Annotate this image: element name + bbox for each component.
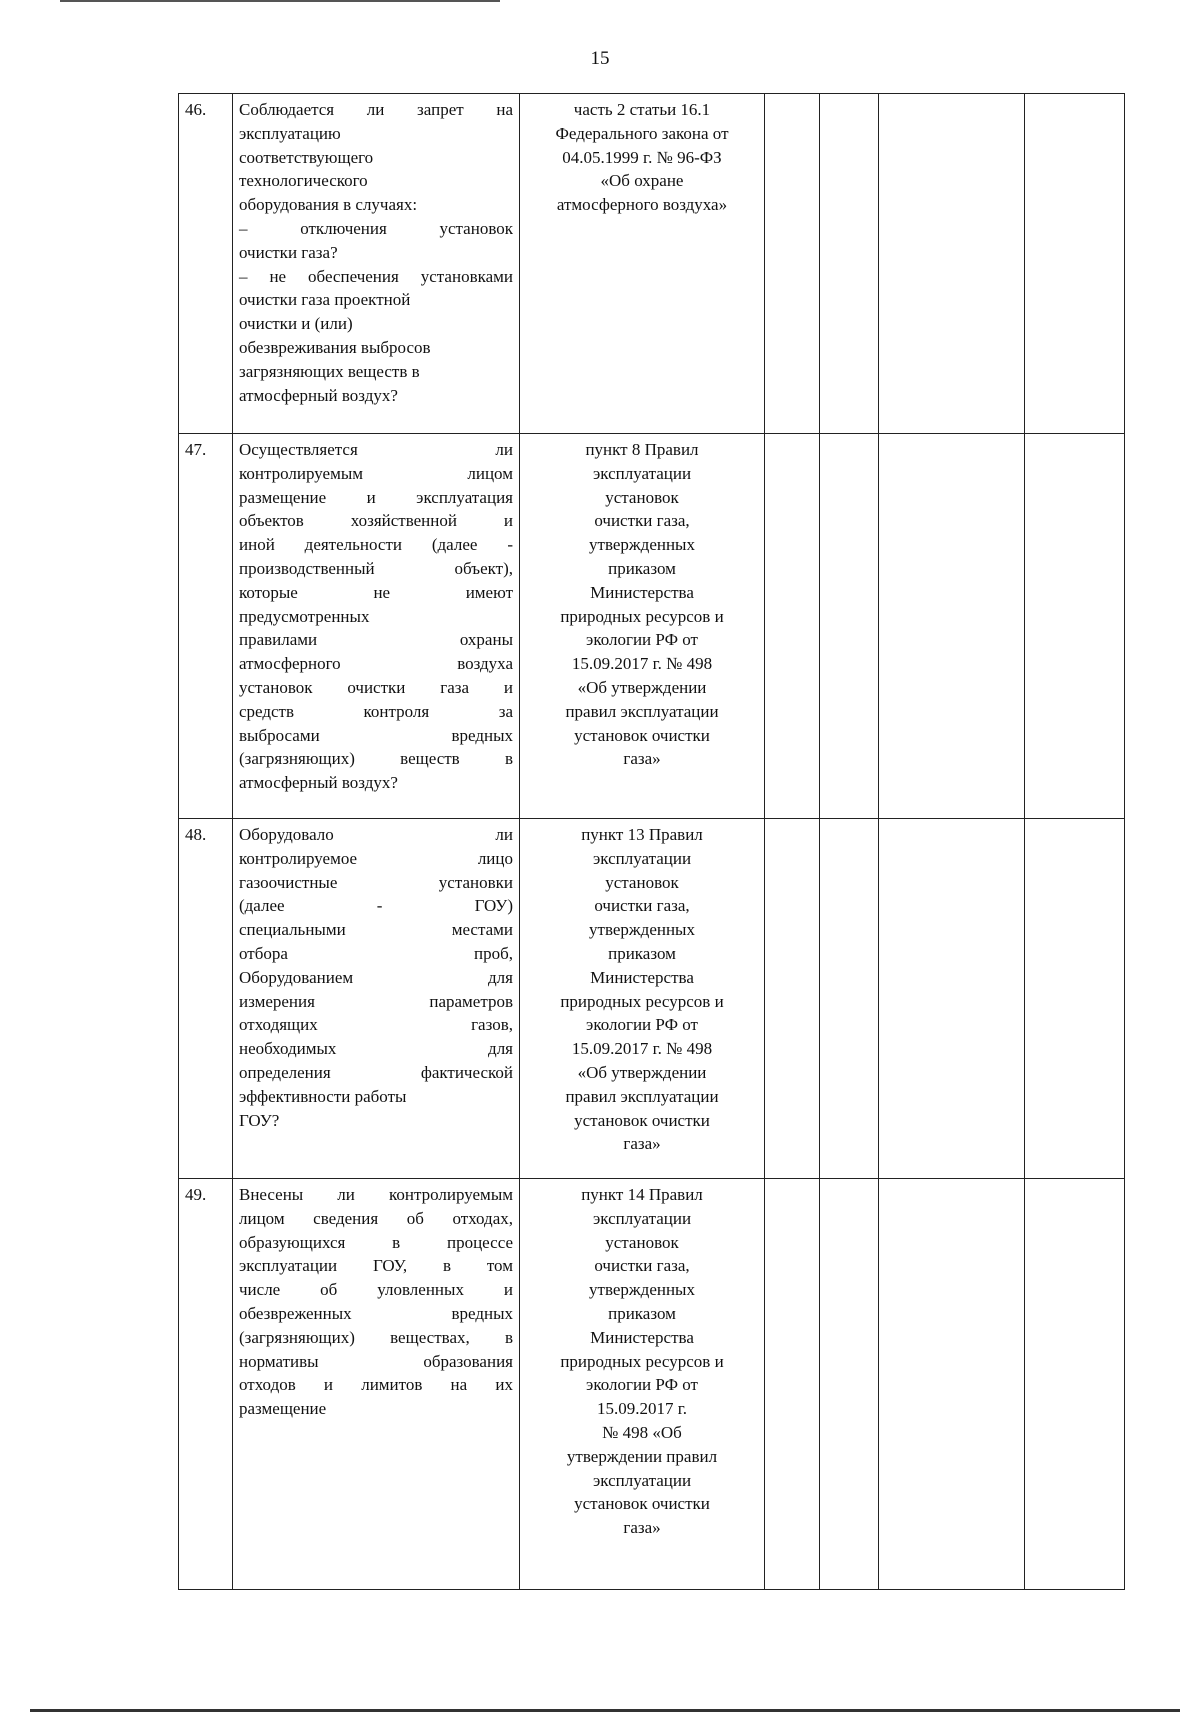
reference-line: очистки газа,: [594, 511, 690, 531]
empty-cell: [1025, 94, 1125, 434]
reference-line: атмосферного воздуха»: [556, 195, 728, 215]
question-line: (загрязняющих) веществ в: [239, 749, 513, 769]
table-row: [179, 1179, 1125, 1590]
reference-line: установок очистки: [574, 725, 710, 745]
empty-cell: [820, 1179, 879, 1590]
question-line: эксплуатации ГОУ, в том: [239, 1256, 513, 1276]
question-line: иной деятельности (далее -: [239, 535, 513, 555]
empty-cell: [879, 819, 1025, 1179]
question-line: Внесены ли контролируемым: [239, 1185, 513, 1204]
question-line: Осуществляется ли: [239, 440, 513, 459]
reference-line: 15.09.2017 г. № 498: [571, 1039, 713, 1059]
reference-line: «Об утверждении: [577, 677, 707, 697]
empty-cell: [1025, 819, 1125, 1179]
reference-line: установок: [605, 1232, 679, 1252]
question-line: необходимых для: [239, 1039, 513, 1059]
reference-line: экологии РФ от: [586, 1015, 698, 1035]
reference-line: пункт 14 Правил: [581, 1185, 703, 1204]
question-cell: [233, 434, 520, 819]
question-line: средств контроля за: [239, 701, 513, 721]
reference-line: правил эксплуатации: [565, 701, 719, 721]
reference-line: приказом: [608, 558, 676, 578]
reference-cell: [520, 434, 765, 819]
empty-cell: [820, 819, 879, 1179]
reference-line: эксплуатации: [592, 1470, 692, 1490]
row-number: 46.: [179, 94, 233, 434]
reference-line: природных ресурсов и: [560, 606, 724, 626]
question-line: Оборудовало ли: [239, 825, 513, 844]
empty-cell: [879, 1179, 1025, 1590]
question-line: контролируемое лицо: [239, 848, 513, 868]
reference-line: «Об утверждении: [577, 1062, 707, 1082]
empty-cell: [765, 819, 820, 1179]
question-line: производственный объект),: [239, 558, 513, 578]
question-line: очистки и (или): [239, 314, 353, 334]
question-cell: [233, 1179, 520, 1590]
reference-line: эксплуатации: [592, 1208, 692, 1228]
reference-line: 04.05.1999 г. № 96-ФЗ: [562, 147, 722, 167]
question-line: измерения параметров: [239, 991, 513, 1011]
reference-cell: [520, 94, 765, 434]
reference-cell: [520, 1179, 765, 1590]
reference-line: очистки газа,: [594, 1256, 690, 1276]
reference-line: пункт 8 Правил: [585, 440, 699, 459]
empty-cell: [820, 434, 879, 819]
question-line: – отключения установок: [239, 218, 513, 238]
reference-line: 15.09.2017 г.: [596, 1399, 688, 1419]
reference-line: эксплуатации: [592, 848, 692, 868]
reference-line: установок очистки: [574, 1494, 710, 1514]
scan-edge-line: [30, 1709, 1180, 1712]
question-line: атмосферный воздух?: [239, 773, 398, 793]
question-line: контролируемым лицом: [239, 463, 513, 483]
reference-line: пункт 13 Правил: [581, 825, 703, 844]
row-number: 49.: [179, 1179, 233, 1590]
checklist-table: [178, 93, 1125, 1590]
reference-line: установок очистки: [574, 1110, 710, 1130]
question-line: (далее - ГОУ): [239, 896, 513, 916]
question-line: атмосферный воздух?: [239, 385, 398, 405]
question-line: отбора проб,: [239, 943, 513, 963]
table-row: [179, 819, 1125, 1179]
reference-line: природных ресурсов и: [560, 991, 724, 1011]
question-line: которые не имеют: [239, 582, 513, 602]
reference-line: установок: [605, 487, 679, 507]
question-cell: [233, 94, 520, 434]
question-line: очистки газа?: [239, 242, 338, 262]
empty-cell: [765, 434, 820, 819]
question-line: технологического: [239, 171, 368, 191]
empty-cell: [1025, 1179, 1125, 1590]
question-line: (загрязняющих) веществах, в: [239, 1327, 513, 1347]
question-line: нормативы образования: [239, 1351, 513, 1371]
reference-line: установок: [605, 872, 679, 892]
reference-line: природных ресурсов и: [560, 1351, 724, 1371]
question-line: Соблюдается ли запрет на: [239, 100, 513, 119]
reference-line: № 498 «Об: [602, 1422, 682, 1442]
reference-line: правил эксплуатации: [565, 1086, 719, 1106]
reference-line: Федерального закона от: [555, 123, 729, 143]
row-number: 48.: [179, 819, 233, 1179]
reference-line: экологии РФ от: [586, 630, 698, 650]
question-line: атмосферного воздуха: [239, 654, 513, 674]
question-line: загрязняющих веществ в: [239, 361, 420, 381]
reference-line: приказом: [608, 1303, 676, 1323]
reference-line: часть 2 статьи 16.1: [573, 100, 711, 119]
reference-cell: [520, 819, 765, 1179]
question-line: очистки газа проектной: [239, 290, 411, 310]
page-number: 15: [590, 48, 610, 69]
empty-cell: [879, 94, 1025, 434]
question-line: эффективности работы: [239, 1086, 407, 1106]
question-line: определения фактической: [239, 1062, 513, 1082]
reference-line: 15.09.2017 г. № 498: [571, 654, 713, 674]
question-line: оборудования в случаях:: [239, 195, 418, 215]
reference-line: эксплуатации: [592, 463, 692, 483]
question-line: размещение и эксплуатация: [239, 487, 513, 507]
reference-line: Министерства: [590, 1327, 694, 1347]
question-line: размещение: [239, 1399, 327, 1419]
empty-cell: [1025, 434, 1125, 819]
question-line: обезвреживания выбросов: [239, 337, 431, 357]
reference-line: утвержденных: [589, 1280, 695, 1300]
question-line: образующихся в процессе: [239, 1232, 513, 1252]
empty-cell: [765, 94, 820, 434]
empty-cell: [879, 434, 1025, 819]
reference-line: газа»: [623, 1518, 661, 1538]
table-row: [179, 94, 1125, 434]
reference-line: приказом: [608, 943, 676, 963]
empty-cell: [820, 94, 879, 434]
question-line: эксплуатацию: [239, 123, 341, 143]
question-line: обезвреженных вредных: [239, 1303, 513, 1323]
reference-line: газа»: [623, 1134, 661, 1154]
question-line: газоочистные установки: [239, 872, 513, 892]
question-line: объектов хозяйственной и: [239, 511, 513, 531]
reference-line: очистки газа,: [594, 896, 690, 916]
question-line: специальными местами: [239, 920, 513, 940]
question-line: соответствующего: [239, 147, 374, 167]
reference-line: «Об охране: [600, 171, 684, 191]
reference-line: Министерства: [590, 582, 694, 602]
question-cell: [233, 819, 520, 1179]
question-line: отходов и лимитов на их: [239, 1375, 513, 1395]
question-line: Оборудованием для: [239, 967, 513, 987]
question-line: отходящих газов,: [239, 1015, 513, 1035]
question-line: лицом сведения об отходах,: [239, 1208, 513, 1228]
question-line: числе об уловленных и: [239, 1280, 513, 1300]
question-line: – не обеспечения установками: [239, 266, 513, 286]
question-line: ГОУ?: [239, 1110, 280, 1130]
reference-line: экологии РФ от: [586, 1375, 698, 1395]
reference-line: Министерства: [590, 967, 694, 987]
reference-line: утверждении правил: [566, 1446, 718, 1466]
reference-line: утвержденных: [589, 535, 695, 555]
table-row: [179, 434, 1125, 819]
reference-line: газа»: [623, 749, 661, 769]
question-line: правилами охраны: [239, 630, 513, 650]
row-number: 47.: [179, 434, 233, 819]
question-line: предусмотренных: [239, 606, 370, 626]
empty-cell: [765, 1179, 820, 1590]
reference-line: утвержденных: [589, 920, 695, 940]
question-line: установок очистки газа и: [239, 677, 513, 697]
question-line: выбросами вредных: [239, 725, 513, 745]
scan-edge-line: [60, 0, 500, 2]
